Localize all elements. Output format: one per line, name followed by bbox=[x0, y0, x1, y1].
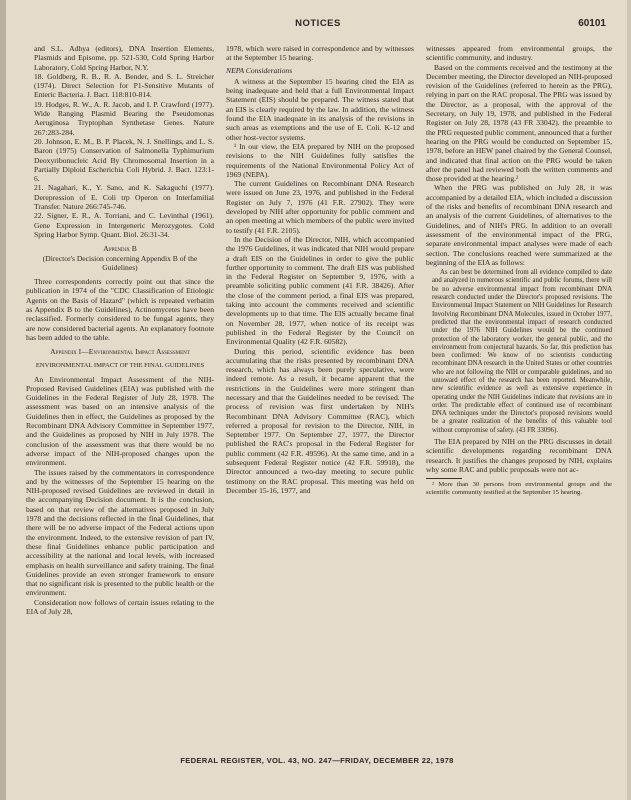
body-paragraph: witnesses appeared from environmental groups, the scientific community, and industry. bbox=[426, 44, 612, 63]
body-paragraph: The EIA prepared by NIH on the PRG discusses in detail scientific developments regarding recombinant DNA research. It justifies the changes proposed by NIH, explains why some RAC and public proposals were not ac- bbox=[426, 437, 612, 474]
reference-entry: 22. Signer, E. R., A. Torriani, and C. Levinthal (1961). Gene Expression in Intergeneric Merozygotes. Cold Spring Harbor Symp. Quant. Biol. 26:31-34. bbox=[34, 211, 214, 239]
body-paragraph: Based on the comments received and the testimony at the December meeting, the Director developed an NIH-proposed revision of the Guidelines (referred to herein as the PRG), relying in part on the RAC proposal. The PRG was issued by the Director, as a proposal, with the approval of the Secretary, on July 19, 1978, and published in the Federal Register on July 28, 1978 (43 FR 33042). the preamble to the PRG requested public comment, announced that a further hearing on the PRG would be conducted on September 15, 1978, before an HEW panel chaired by the General Counsel, and indicated that final action on the PRG would be taken after the panel had reviewed both the written comments and those provided at the hearing.² bbox=[426, 62, 612, 184]
body-paragraph: An Environmental Impact Assessment of the NIH-Proposed Revised Guidelines (EIA) was published with the Guidelines in the Federal Register of July 28, 1978. The assessment was based on an intensive analysis of the Guidelines then in effect, the Guidelines as proposed by the Recombinant DNA Advisory Committee in September 1977, and the Guidelines as proposed by NIH in July 1978. The conclusion of the assessment was that there would be no adverse impact of the NIH-proposed changes upon the environment. bbox=[26, 374, 214, 468]
body-paragraph: Three correspondents correctly point out that since the publication in 1974 of the "CDC Classification of Etiologic Agents on the Basis of Hazard" (which is repeated verbatim as Appendix B to the Guidelines), Actinomycetes have been reclassified. Formerly considered to be fungal agents, they are now considered bacterial agents. An explanatory footnote has been added to the table. bbox=[26, 277, 214, 342]
appendix-i-subheading: ENVIRONMENTAL IMPACT OF THE FINAL GUIDELINES bbox=[35, 361, 205, 369]
page-header bbox=[18, 14, 616, 38]
body-paragraph: Consideration now follows of certain issues relating to the EIA of July 28, bbox=[26, 597, 214, 617]
body-paragraph: When the PRG was published on July 28, it was accompanied by a detailed EIA, which included a discussion of the risks and benefits of recombinant DNA research and an analysis of the current Guidelines, of alternatives to the Guidelines, and of NIH's PRG. In addition to an overall assessment of the environmental impact of the PRG, separate environmental impact analyses were made of each section. The conclusions reached were summarized at the beginning of the EIA as follows: bbox=[426, 183, 612, 267]
document-page bbox=[18, 14, 616, 786]
body-paragraph: ¹ In our view, the EIA prepared by NIH on the proposed revisions to the NIH Guidelines fully satisfies the requirements of the National Environmental Policy Act of 1969 (NEPA). bbox=[226, 141, 414, 179]
column-left bbox=[26, 44, 214, 749]
column-right bbox=[426, 44, 612, 749]
footnote: ² More than 30 persons from environmental groups and the scientific community testified at the September 15 hearing. bbox=[426, 481, 612, 497]
body-paragraph: The current Guidelines on Recombinant DNA Research were issued on June 23, 1976, and published in the Federal Register on July 7, 1976 (41 F.R. 27902). They were developed by NIH after opportunity for public comment and an open meeting at which members of the public were invited to testify (41 F.R. 2105). bbox=[226, 179, 414, 235]
page-footer: FEDERAL REGISTER, VOL. 43, NO. 247—FRIDAY, DECEMBER 22, 1978 bbox=[180, 756, 454, 765]
reference-entry: and S.L. Adhya (editors), DNA Insertion Elements, Plasmids and Episome, pp. 521-530, Cold Spring Harbor Laboratory, Cold Spring Harbor, N.Y. bbox=[34, 44, 214, 72]
column-middle bbox=[226, 44, 414, 749]
body-paragraph: The issues raised by the commentators in correspondence and by the witnesses of the September 15 hearing on the NIH-proposed revised Guidelines are reviewed in detail in the accompanying Decision document. It is the conclusion, based on that review of the alternatives proposed in July 1978 and the decisions reflected in the final Guidelines, that there will be no adverse impact of the Federal actions upon the environment. Indeed, to the extensive revision of part IV, these final Guidelines enhance public participation and accessibility at the national and local levels, with increased emphasis on health surveillance and safety training. The final Guidelines provide an even stronger framework to ensure that no significant risk is presented to the public health or the environment. bbox=[26, 467, 214, 598]
section-title: NOTICES bbox=[295, 18, 341, 29]
appendix-i-heading: Appendix I—Environmental Impact Assessment bbox=[50, 347, 190, 357]
body-paragraph: In the Decision of the Director, NIH, which accompanied the 1976 Guidelines, it was indicated that NIH would prepare a draft EIS on the Guidelines in order to give the public further opportunity to comment. The draft EIS was published in the Federal Register on September 9, 1976, with a preamble soliciting public comment (41 F.R. 38426). After the close of the comment period, a final EIS was prepared, taking into account the comments received and scientific developments up to that time. The EIS actually became final on November 28, 1977, when notice of its receipt was published in the Federal Register by the Council on Environmental Quality (42 F.R. 60582). bbox=[226, 234, 414, 347]
body-paragraph: 1978, which were raised in correspondence and by witnesses at the September 15 hearing. bbox=[226, 44, 414, 63]
reference-entry: 18. Goldberg, R. B., R. A. Bender, and S. L. Streicher (1974). Direct Selection for P1-Sensitive Mutants of Enteric Bacteria. J. Bact. 118:810-814. bbox=[34, 71, 214, 100]
nepa-heading: NEPA Considerations bbox=[226, 65, 293, 75]
block-quote: As can best be determined from all evidence compiled to date and analyzed in numerous scientific and public forums, there will be no adverse environmental impact from recombinant DNA research conducted under the Director's proposed revisions. The Environmental Impact Statement on NIH Guidelines for Research Involving Recombinant DNA Molecules, issued in October 1977, predicted that the environmental impact of research conducted under the 1976 NIH Guidelines would be the continued protection of the laboratory worker, the general public, and the environment from conjectural hazards. So far, this prediction has been confirmed: We know of no scientists conducting recombinant DNA research in the United States or other countries who are not following the NIH or comparable guidelines, and no untoward effect of the research has been reported. Meanwhile, new scientific evidence as well as extensive experience in operating under the NIH Guidelines indicate that revisions are in order. The predictable effect of continued use of recombinant DNA techniques under the Director's proposed revisions would be a greater realization of the benefits of this valuable tool without compromise of safety. (43 FR 33096). bbox=[432, 269, 612, 434]
reference-entry: 19. Hodges, R. W., A. R. Jacob, and I. P. Crawford (1977). Wide Ranging Plasmid Bearing the Pseudomonas Aeruginosa Tryptophan Synthetase Genes. Nature 267:283-284. bbox=[34, 99, 214, 137]
reference-entry: 21. Nagahari, K., Y. Sano, and K. Sakaguchi (1977). Derepression of E. Coli trp Operon on Interfamilial Transfer. Nature 266:745-746. bbox=[34, 183, 214, 212]
footnote-rule bbox=[426, 478, 462, 479]
appendix-b-heading: Appendix B bbox=[103, 244, 137, 254]
body-paragraph: During this period, scientific evidence has been accumulating that the risks presented by recombinant DNA research, which has always been purely speculative, were indeed remote. As a result, it became apparent that the restrictions in the Guidelines were more stringent than necessary and that the Guidelines needed to be revised. The process of revision was first undertaken by NIH's Recombinant DNA Advisory Committee (RAC), which referred a proposal for revision to the Director, NIH, in September 1977. On September 27, 1977, the Director published the RAC's proposal in the Federal Register for public comment (42 F.R. 49596). At the same time, and in a subsequent Federal Register notice (42 F.R. 59918), the Director announced a two-day meeting to secure public testimony on the RAC proposal. This meeting was held on December 15-16, 1977, and bbox=[226, 346, 414, 495]
reference-entry: 20. Johnson, E. M., B. P. Placek, N. J. Snellings, and L. S. Baron (1975) Conservation of Salmonella Typhimurium Deoxyribonucleic Acid By Chromosomal Insertion in a Partially Diploid Escherichia Coli Hybrid. J. Bact. 123:1-6. bbox=[34, 136, 214, 184]
body-paragraph: A witness at the September 15 hearing cited the EIA as being inadequate and held that a full Environmental Impact Statement (EIS) should be prepared. The witness stated that an EIS is clearly required by the law. In addition, the witness found the EIA inadequate in its analysis of the revisions in such areas as exemptions and the use of E. Coli. K-12 and other host-vector systems. bbox=[226, 76, 414, 142]
page-number: 60101 bbox=[578, 18, 606, 29]
appendix-b-subheading: (Director's Decision concerning Appendix B of the Guidelines) bbox=[42, 253, 198, 272]
